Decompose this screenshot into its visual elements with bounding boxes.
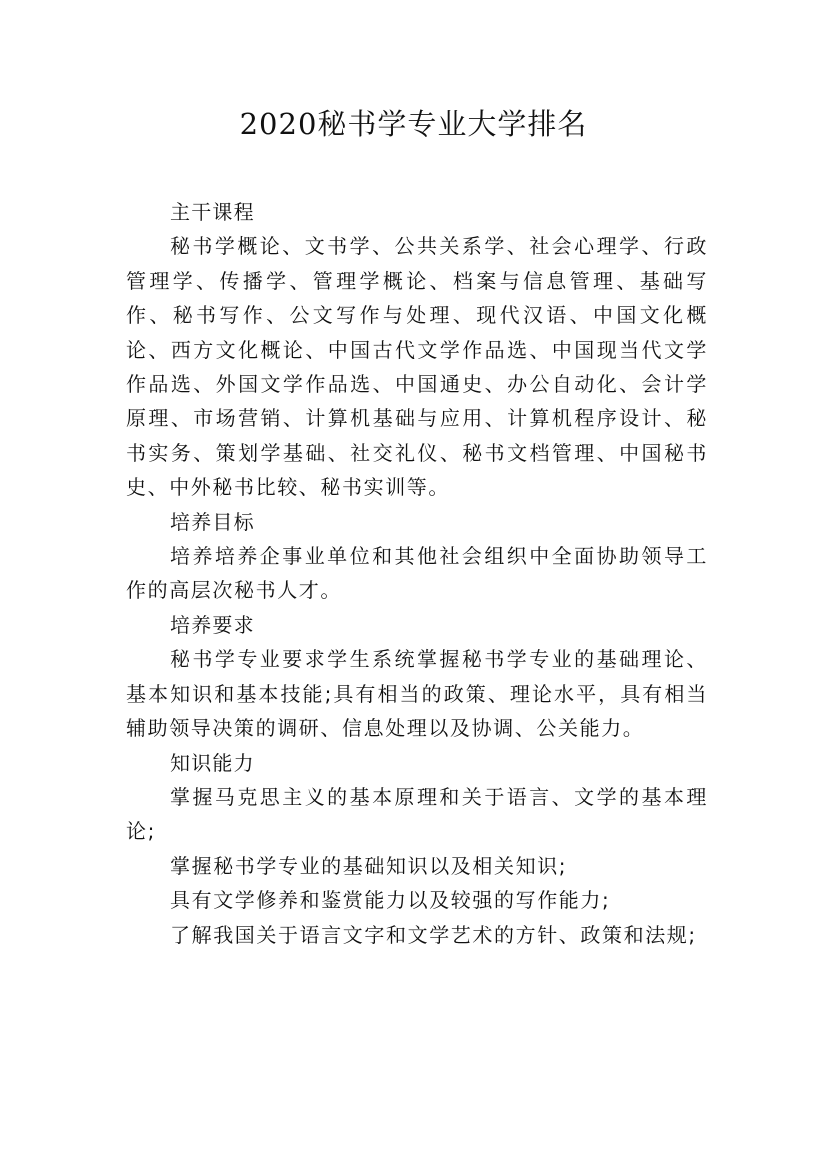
section-heading-courses: 主干课程 <box>170 200 255 224</box>
document-title: 2020秘书学专业大学排名 <box>239 107 588 141</box>
ability-item: 具有文学修养和鉴赏能力以及较强的写作能力; <box>170 888 611 913</box>
section-heading-ability: 知识能力 <box>170 750 255 775</box>
ability-item: 了解我国关于语言文字和文学艺术的方针、政策和法规; <box>170 922 697 947</box>
section-heading-requirements: 培养要求 <box>170 612 255 637</box>
ability-item: 掌握马克思主义的基本原理和关于语言、文学的基本理论; <box>126 784 708 844</box>
courses-paragraph: 秘书学概论、文书学、公共关系学、社会心理学、行政管理学、传播学、管理学概论、档案与信息管理、基础写作、秘书写作、公文写作与处理、现代汉语、中国文化概论、西方文化概论、中国古代文学作品选、中国现当代文学作品选、外国文学作品选、中国通史、办公自动化、会计学原理、市场营销、计算机基础与应用、计算机程序设计、秘书实务、策划学基础、社交礼仪、秘书文档管理、中国秘书史、中外秘书比较、秘书实训等。 <box>126 234 708 500</box>
ability-item: 掌握秘书学专业的基础知识以及相关知识; <box>170 853 568 878</box>
section-heading-goal: 培养目标 <box>170 509 255 534</box>
goal-paragraph: 培养培养企事业单位和其他社会组织中全面协助领导工作的高层次秘书人才。 <box>126 544 708 603</box>
requirements-paragraph: 秘书学专业要求学生系统掌握秘书学专业的基础理论、基本知识和基本技能;具有相当的政策、理论水平，具有相当辅助领导决策的调研、信息处理以及协调、公关能力。 <box>126 647 708 741</box>
document-body <box>126 195 708 952</box>
